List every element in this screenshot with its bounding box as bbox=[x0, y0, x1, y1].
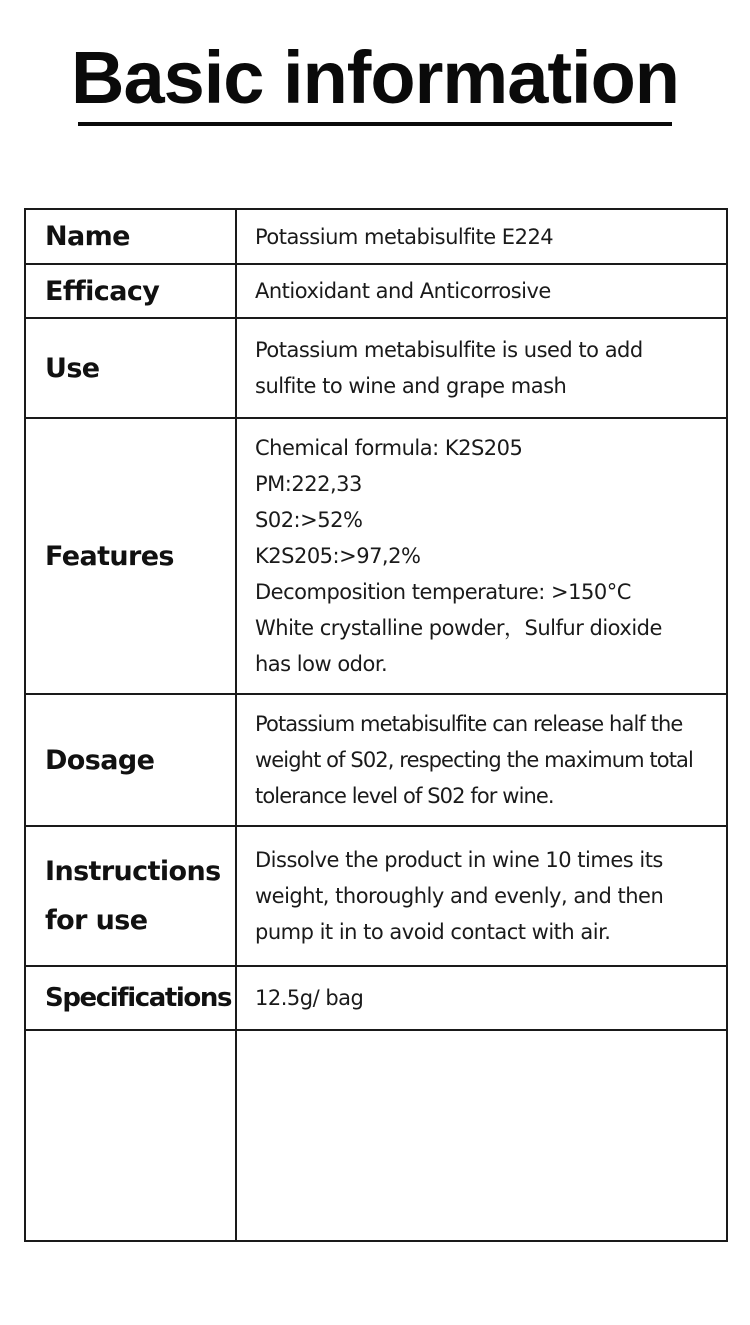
info-table bbox=[24, 208, 728, 1242]
value-line: pump it in to avoid contact with air. bbox=[255, 920, 611, 944]
value-line: sulfite to wine and grape mash bbox=[255, 374, 567, 398]
empty-label-cell bbox=[25, 1030, 236, 1241]
value-line: has low odor. bbox=[255, 652, 388, 676]
table-row-name bbox=[25, 209, 727, 264]
row-label-dosage: Dosage bbox=[25, 694, 236, 826]
row-value-name bbox=[236, 209, 727, 264]
value-line: Decomposition temperature: >150°C bbox=[255, 580, 631, 604]
value-line: White crystalline powder，Sulfur dioxide bbox=[255, 616, 662, 640]
row-value-use bbox=[236, 318, 727, 418]
value-line: Chemical formula: K2S205 bbox=[255, 436, 523, 460]
row-label-instructions bbox=[25, 826, 236, 966]
title-underline bbox=[78, 122, 672, 126]
label-line: Instructions bbox=[45, 856, 221, 887]
value-line: K2S205:>97,2% bbox=[255, 544, 421, 568]
row-label-use: Use bbox=[25, 318, 236, 418]
label-line: for use bbox=[45, 905, 148, 936]
row-value-efficacy bbox=[236, 264, 727, 318]
row-value-specifications bbox=[236, 966, 727, 1030]
row-label-name: Name bbox=[25, 209, 236, 264]
value-line: Dissolve the product in wine 10 times its bbox=[255, 848, 663, 872]
table-row-dosage bbox=[25, 694, 727, 826]
row-label-features: Features bbox=[25, 418, 236, 694]
value-line: weight, thoroughly and evenly, and then bbox=[255, 884, 664, 908]
value-line: tolerance level of S02 for wine. bbox=[255, 784, 554, 808]
value-line: Potassium metabisulfite can release half the bbox=[255, 712, 683, 736]
row-value-dosage bbox=[236, 694, 727, 826]
row-label-specifications: Specifications bbox=[25, 966, 236, 1030]
table-row-features bbox=[25, 418, 727, 694]
row-label-efficacy: Efficacy bbox=[25, 264, 236, 318]
value-line: S02:>52% bbox=[255, 508, 363, 532]
value-line: 12.5g/ bag bbox=[255, 986, 364, 1010]
empty-value-cell bbox=[236, 1030, 727, 1241]
table-row-instructions bbox=[25, 826, 727, 966]
table-row-specifications bbox=[25, 966, 727, 1030]
table-row-empty bbox=[25, 1030, 727, 1241]
row-value-features bbox=[236, 418, 727, 694]
row-value-instructions bbox=[236, 826, 727, 966]
value-line: Potassium metabisulfite E224 bbox=[255, 224, 554, 249]
value-line: weight of S02, respecting the maximum total bbox=[255, 748, 693, 772]
value-line: Potassium metabisulfite is used to add bbox=[255, 338, 643, 362]
value-line: Antioxidant and Anticorrosive bbox=[255, 279, 551, 303]
table-row-use bbox=[25, 318, 727, 418]
value-line: PM:222,33 bbox=[255, 472, 362, 496]
table-row-efficacy bbox=[25, 264, 727, 318]
page-title: Basic information bbox=[71, 36, 679, 119]
